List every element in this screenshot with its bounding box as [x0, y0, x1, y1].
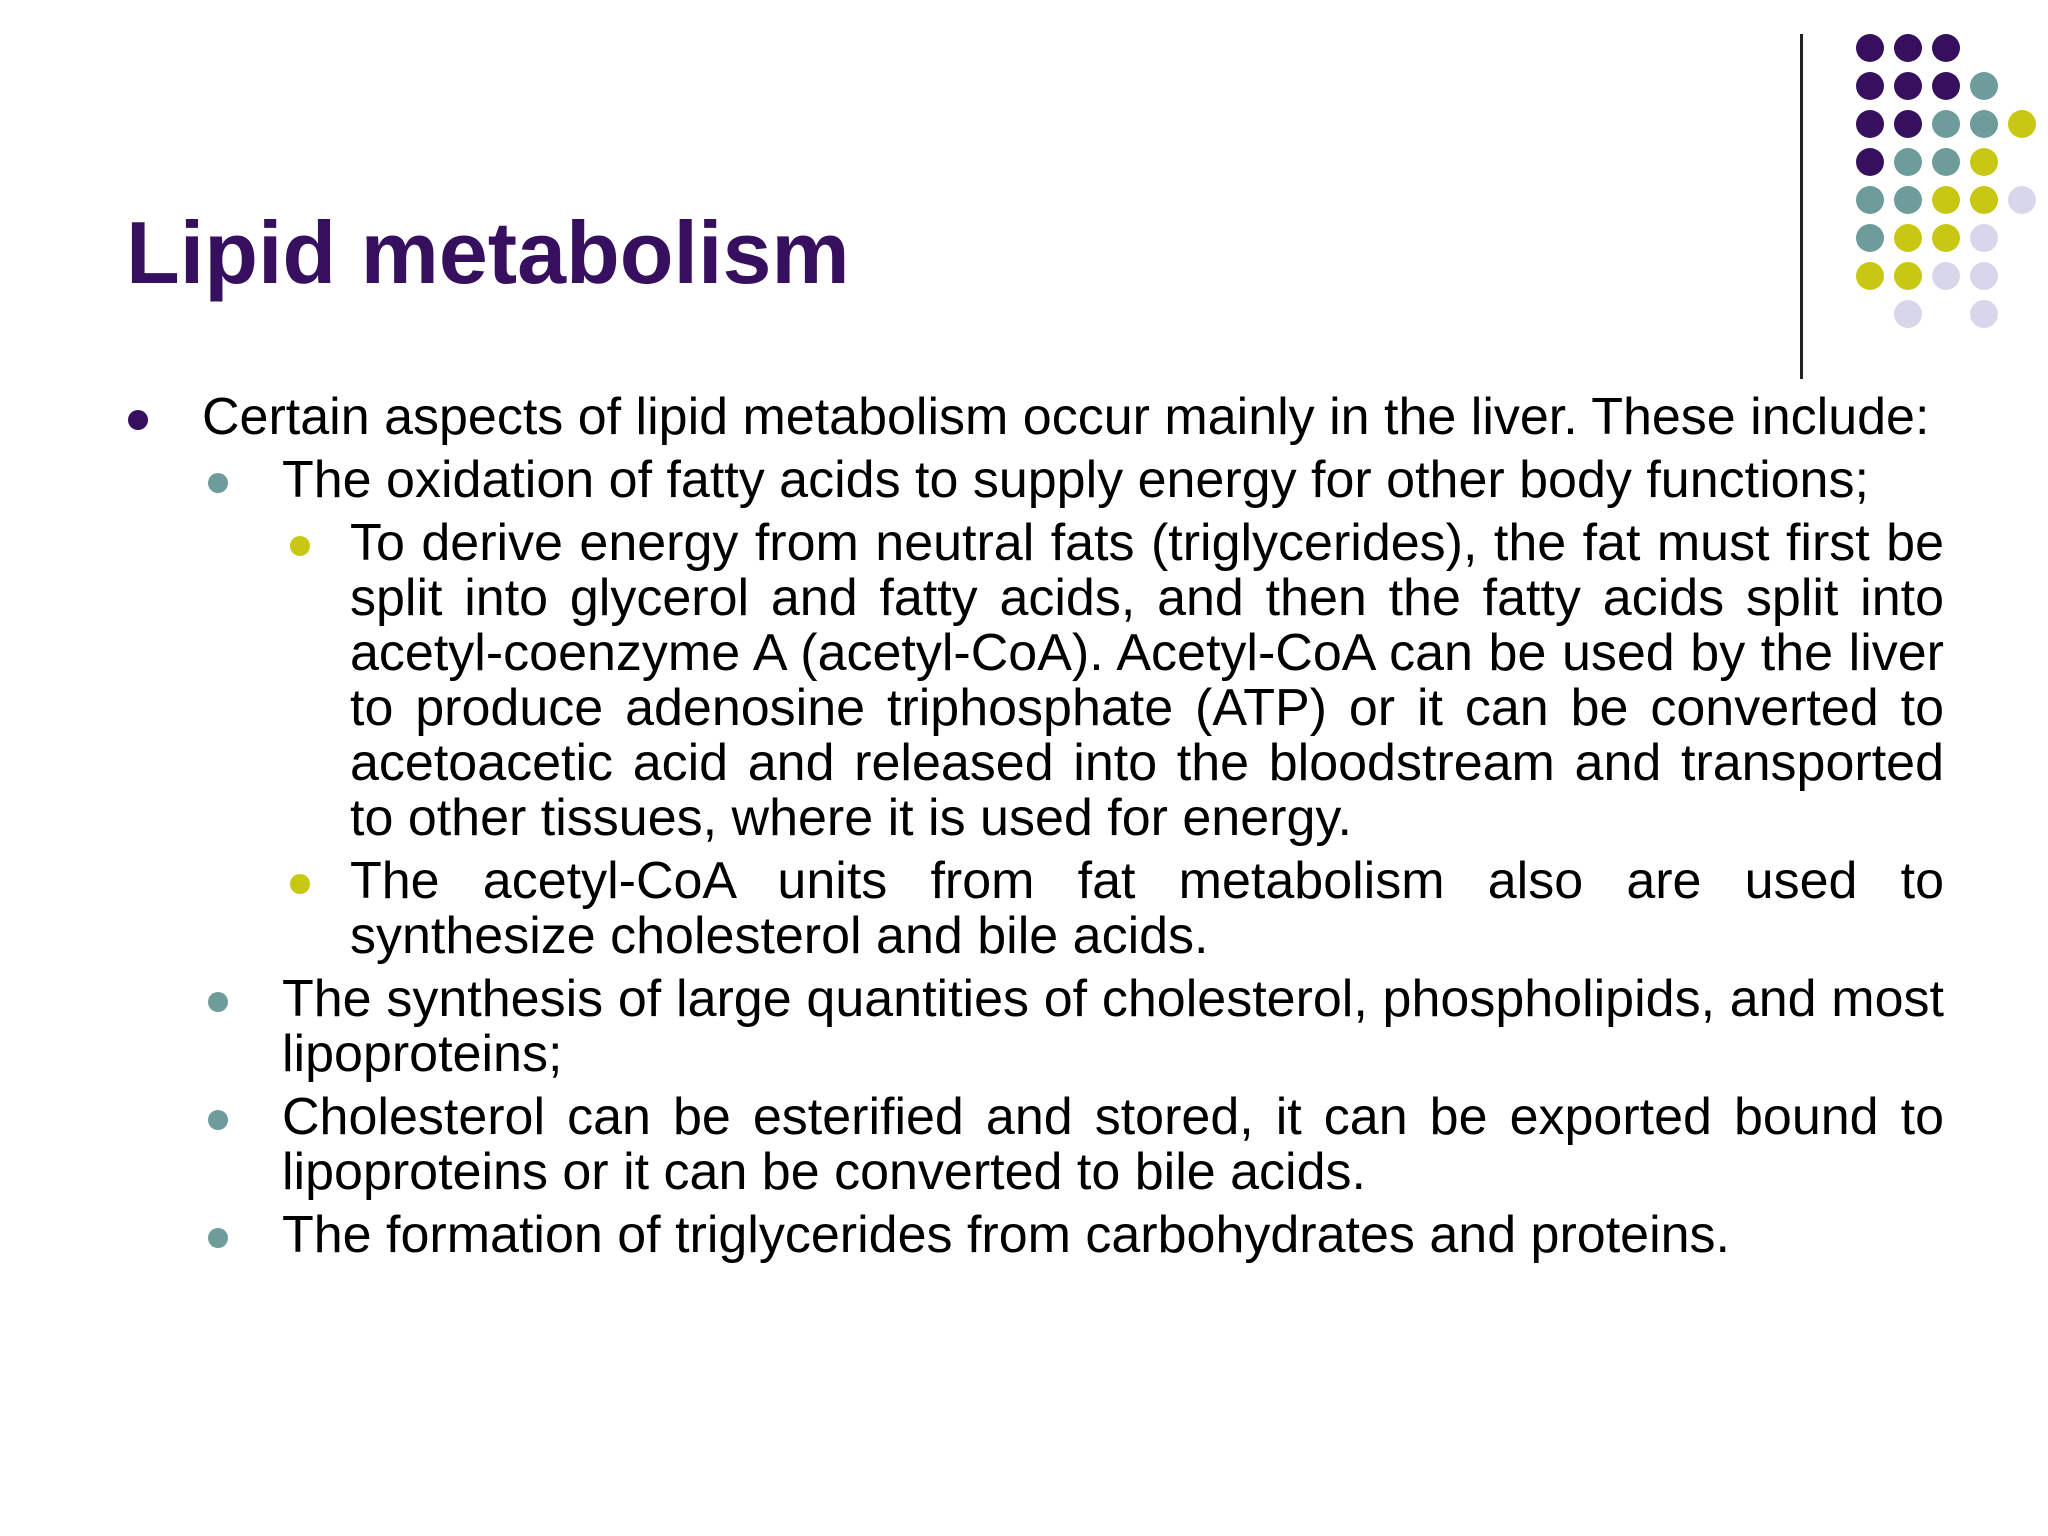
- decorative-dot-icon: [1894, 110, 1922, 138]
- bullet-text: The acetyl-CoA units from fat metabolism also are used to synthesize cholesterol and bile acids.: [350, 852, 1944, 965]
- decorative-dot-icon: [1894, 300, 1922, 328]
- slide-title: Lipid metabolism: [126, 203, 850, 302]
- decorative-dot-icon: [1932, 34, 1960, 62]
- bullet-dot-icon: [290, 536, 310, 556]
- decorative-dot-icon: [1894, 148, 1922, 176]
- bullet-item-level2: [206, 1208, 1944, 1263]
- decorative-dot-icon: [1970, 72, 1998, 100]
- decorative-dot-icon: [1970, 148, 1998, 176]
- bullet-dot-icon: [208, 1110, 228, 1130]
- bullet-item-level2: [206, 453, 1944, 508]
- decorative-dot-icon: [1970, 224, 1998, 252]
- bullet-dot-icon: [208, 992, 228, 1012]
- decorative-dot-icon: [1894, 224, 1922, 252]
- bullet-text: Certain aspects of lipid metabolism occur mainly in the liver. These include:: [202, 388, 1930, 446]
- decorative-dot-icon: [1932, 148, 1960, 176]
- bullet-item-level2: [206, 972, 1944, 1082]
- decorative-dot-icon: [1970, 110, 1998, 138]
- bullet-text: Cholesterol can be esterified and stored, it can be exported bound to lipoproteins or it can be converted to bile acids.: [282, 1088, 1944, 1201]
- bullet-item-level3: [286, 854, 1944, 964]
- decorative-dot-icon: [2008, 186, 2036, 214]
- vertical-divider-line: [1800, 34, 1803, 379]
- decorative-dot-icon: [1970, 300, 1998, 328]
- bullet-item-level2: [206, 1090, 1944, 1200]
- decorative-dot-icon: [1856, 34, 1884, 62]
- decorative-dot-icon: [2008, 110, 2036, 138]
- decorative-dot-icon: [1856, 262, 1884, 290]
- decorative-dot-icon: [1894, 186, 1922, 214]
- bullet-item-level3: [286, 516, 1944, 846]
- decorative-dot-icon: [1856, 224, 1884, 252]
- decorative-dot-icon: [1856, 110, 1884, 138]
- decorative-dot-icon: [1856, 72, 1884, 100]
- bullet-dot-icon: [128, 410, 148, 430]
- bullet-dot-icon: [290, 874, 310, 894]
- decorative-dot-icon: [1970, 262, 1998, 290]
- bullet-dot-icon: [208, 1228, 228, 1248]
- bullet-text: The oxidation of fatty acids to supply energy for other body functions;: [282, 451, 1869, 509]
- decorative-dot-icon: [1932, 186, 1960, 214]
- decorative-dot-icon: [1970, 186, 1998, 214]
- bullet-item-level1: [126, 390, 1944, 445]
- decorative-dot-icon: [1856, 186, 1884, 214]
- decorative-dot-icon: [1932, 72, 1960, 100]
- bullet-list: [126, 390, 1946, 1263]
- bullet-text: To derive energy from neutral fats (triglycerides), the fat must first be split into glycerol and fatty acids, and then the fatty acids split into acetyl-coenzyme A (acetyl-CoA). Acetyl-CoA can be used by the liver to produce adenosine triphosphate (ATP) or it can be converted to acetoacetic acid and released into the bloodstream and transported to other tissues, where it is used for energy.: [350, 514, 1944, 847]
- decorative-dot-icon: [1932, 262, 1960, 290]
- bullet-text: The formation of triglycerides from carbohydrates and proteins.: [282, 1206, 1731, 1264]
- decorative-dot-icon: [1894, 262, 1922, 290]
- decorative-dot-grid: [0, 0, 2048, 400]
- decorative-dot-icon: [1856, 148, 1884, 176]
- bullet-text: The synthesis of large quantities of cholesterol, phospholipids, and most lipoproteins;: [282, 970, 1944, 1083]
- decorative-dot-icon: [1932, 224, 1960, 252]
- decorative-dot-icon: [1932, 110, 1960, 138]
- bullet-dot-icon: [208, 473, 228, 493]
- decorative-dot-icon: [1894, 34, 1922, 62]
- decorative-dot-icon: [1894, 72, 1922, 100]
